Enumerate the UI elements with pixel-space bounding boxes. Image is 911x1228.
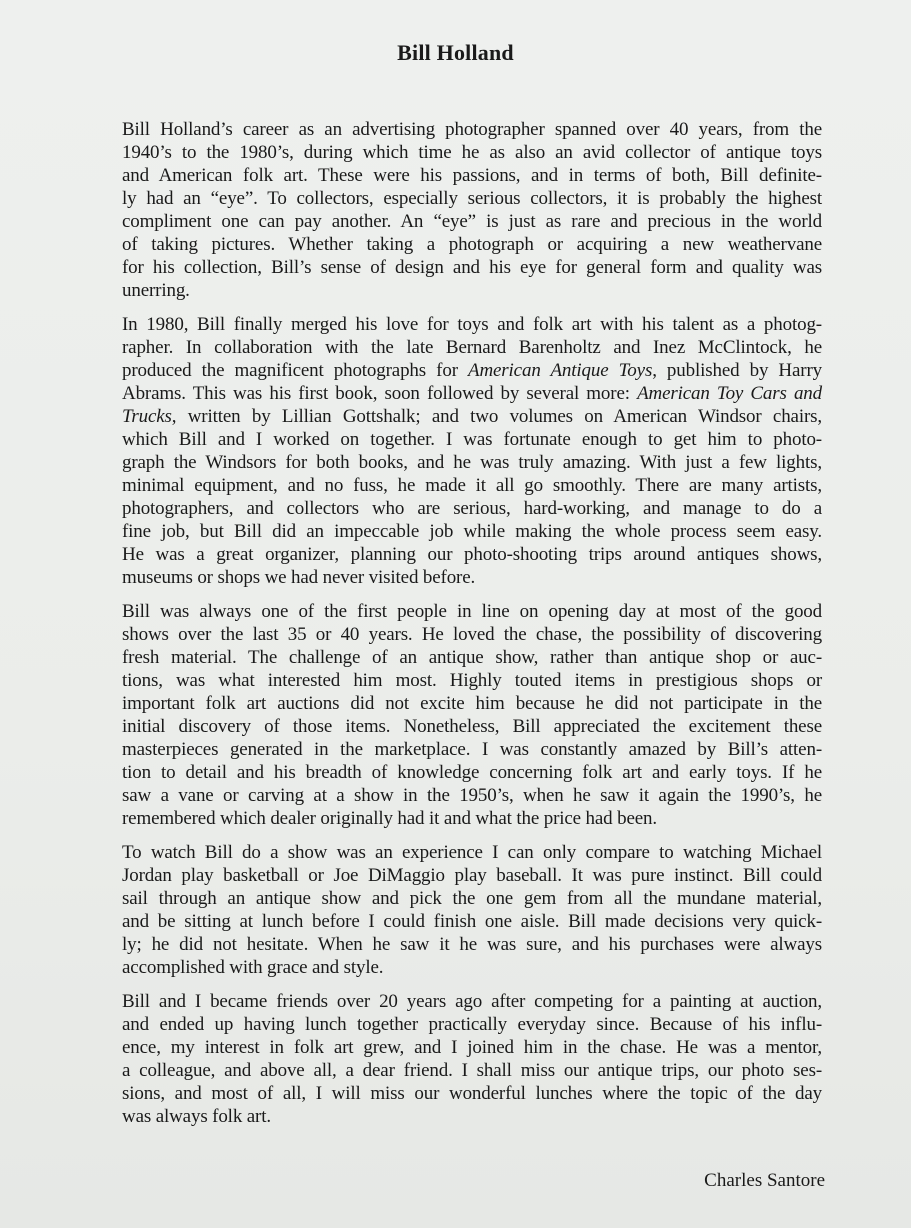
text-line: rapher. In collaboration with the late Bernard Barenholtz and Inez McClintock, he — [122, 337, 822, 358]
text-line: for his collection, Bill’s sense of design and his eye for general form and quality was — [122, 257, 822, 278]
text-line: shows over the last 35 or 40 years. He loved the chase, the possibility of discovering — [122, 624, 822, 645]
text-line: and American folk art. These were his passions, and in terms of both, Bill definite- — [122, 165, 822, 186]
text-line: fresh material. The challenge of an antique show, rather than antique shop or auc- — [122, 647, 822, 668]
text-line: remembered which dealer originally had it and what the price had been. — [122, 808, 657, 829]
text-line: masterpieces generated in the marketplace. I was constantly amazed by Bill’s atten- — [122, 739, 822, 760]
text-line: photographers, and collectors who are serious, hard-working, and manage to do a — [122, 498, 822, 519]
author-signature: Charles Santore — [704, 1170, 825, 1191]
text-line: ly had an “eye”. To collectors, especially serious collectors, it is probably the highest — [122, 188, 822, 209]
text-line: initial discovery of those items. Nonetheless, Bill appreciated the excitement these — [122, 716, 822, 737]
text-line: sions, and most of all, I will miss our wonderful lunches where the topic of the day — [122, 1083, 822, 1104]
paragraph — [122, 118, 822, 302]
text-line: which Bill and I worked on together. I was fortunate enough to get him to photo- — [122, 429, 822, 450]
text-line: important folk art auctions did not excite him because he did not participate in the — [122, 693, 822, 714]
page-title: Bill Holland — [397, 40, 514, 65]
text-line: produced the magnificent photographs for American Antique Toys, published by Harry — [122, 360, 822, 381]
text-line: Trucks, written by Lillian Gottshalk; and two volumes on American Windsor chairs, — [122, 406, 822, 427]
text-line: To watch Bill do a show was an experience I can only compare to watching Michael — [122, 842, 822, 863]
text-line: museums or shops we had never visited before. — [122, 567, 476, 588]
paragraph — [122, 841, 822, 979]
text-line: tions, was what interested him most. Highly touted items in prestigious shops or — [122, 670, 822, 691]
paragraph — [122, 600, 822, 830]
text-line: Bill was always one of the first people in line on opening day at most of the good — [122, 601, 822, 622]
paragraph — [122, 990, 822, 1128]
text-line: In 1980, Bill finally merged his love for toys and folk art with his talent as a photog- — [122, 314, 822, 335]
text-line: compliment one can pay another. An “eye” is just as rare and precious in the world — [122, 211, 822, 232]
text-line: ly; he did not hesitate. When he saw it he was sure, and his purchases were always — [122, 934, 822, 955]
text-line: a colleague, and above all, a dear friend. I shall miss our antique trips, our photo ses- — [122, 1060, 822, 1081]
text-line: minimal equipment, and no fuss, he made it all go smoothly. There are many artists, — [122, 475, 822, 496]
text-line: Jordan play basketball or Joe DiMaggio play baseball. It was pure instinct. Bill could — [122, 865, 822, 886]
text-line: was always folk art. — [122, 1106, 271, 1127]
text-line: Bill Holland’s career as an advertising photographer spanned over 40 years, from the — [122, 119, 822, 140]
article-body — [122, 118, 822, 1139]
text-line: He was a great organizer, planning our photo-shooting trips around antiques shows, — [122, 544, 822, 565]
text-line: and ended up having lunch together practically everyday since. Because of his influ- — [122, 1014, 822, 1035]
text-line: ence, my interest in folk art grew, and I joined him in the chase. He was a mentor, — [122, 1037, 822, 1058]
text-line: unerring. — [122, 280, 190, 301]
text-line: accomplished with grace and style. — [122, 957, 384, 978]
text-line: and be sitting at lunch before I could finish one aisle. Bill made decisions very quick- — [122, 911, 822, 932]
text-line: of taking pictures. Whether taking a photograph or acquiring a new weathervane — [122, 234, 822, 255]
text-line: 1940’s to the 1980’s, during which time he as also an avid collector of antique toys — [122, 142, 822, 163]
text-line: tion to detail and his breadth of knowledge concerning folk art and early toys. If he — [122, 762, 822, 783]
text-line: Abrams. This was his first book, soon followed by several more: American Toy Cars and — [122, 383, 823, 404]
text-line: graph the Windsors for both books, and he was truly amazing. With just a few lights, — [122, 452, 822, 473]
text-line: saw a vane or carving at a show in the 1950’s, when he saw it again the 1990’s, he — [122, 785, 822, 806]
text-line: sail through an antique show and pick the one gem from all the mundane material, — [122, 888, 822, 909]
text-line: Bill and I became friends over 20 years ago after competing for a painting at auction, — [122, 991, 822, 1012]
paragraph — [122, 313, 822, 589]
text-line: fine job, but Bill did an impeccable job while making the whole process seem easy. — [122, 521, 822, 542]
